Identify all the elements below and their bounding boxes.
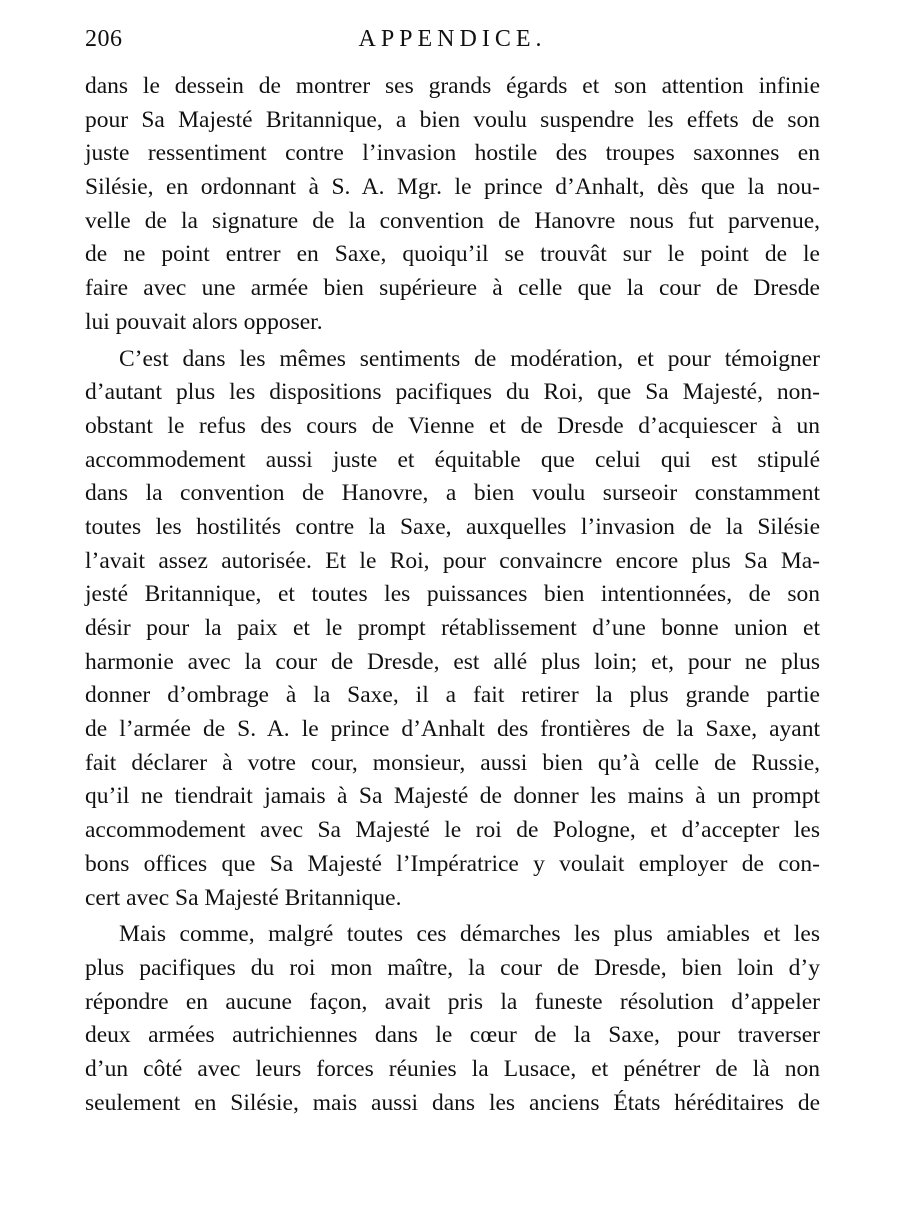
text-line: Silésie, en ordonnant à S. A. Mgr. le prince d’Anhalt, dès que la nou- xyxy=(85,174,820,201)
page-header xyxy=(85,22,820,58)
page-number: 206 xyxy=(85,26,123,52)
text-line: de ne point entrer en Saxe, quoiqu’il se trouvât sur le point de le xyxy=(85,241,820,268)
running-head: APPENDICE. xyxy=(358,26,547,52)
text-line: deux armées autrichiennes dans le cœur de la Saxe, pour traverser xyxy=(85,1022,820,1049)
text-line: harmonie avec la cour de Dresde, est allé plus loin; et, pour ne plus xyxy=(85,648,820,675)
text-line: donner d’ombrage à la Saxe, il a fait retirer la plus grande partie xyxy=(85,682,820,709)
text-line: répondre en aucune façon, avait pris la funeste résolution d’appeler xyxy=(85,988,820,1015)
text-line: Mais comme, malgré toutes ces démarches les plus amiables et les xyxy=(119,921,820,948)
text-line: fait déclarer à votre cour, monsieur, aussi bien qu’à celle de Russie, xyxy=(85,749,820,776)
paragraph xyxy=(85,70,820,340)
text-line: de l’armée de S. A. le prince d’Anhalt des frontières de la Saxe, ayant xyxy=(85,716,820,743)
text-line: d’autant plus les dispositions pacifiques du Roi, que Sa Majesté, non- xyxy=(85,379,820,406)
body-text xyxy=(85,70,820,1120)
text-line: d’un côté avec leurs forces réunies la Lusace, et pénétrer de là non xyxy=(85,1055,820,1082)
text-line: juste ressentiment contre l’invasion hostile des troupes saxonnes en xyxy=(85,140,820,167)
text-line: faire avec une armée bien supérieure à celle que la cour de Dresde xyxy=(85,275,820,302)
text-line: plus pacifiques du roi mon maître, la cour de Dresde, bien loin d’y xyxy=(85,954,820,981)
text-line: qu’il ne tiendrait jamais à Sa Majesté de donner les mains à un prompt xyxy=(85,783,820,810)
paragraph xyxy=(85,918,820,1120)
text-line: C’est dans les mêmes sentiments de modération, et pour témoigner xyxy=(119,345,820,372)
text-line: velle de la signature de la convention de Hanovre nous fut parvenue, xyxy=(85,207,820,234)
text-line: désir pour la paix et le prompt rétablissement d’une bonne union et xyxy=(85,615,820,641)
text-line: pour Sa Majesté Britannique, a bien voulu suspendre les effets de son xyxy=(85,106,820,133)
text-line: dans la convention de Hanovre, a bien voulu surseoir constamment xyxy=(85,480,820,507)
text-line: accommodement avec Sa Majesté le roi de Pologne, et d’accepter les xyxy=(85,817,820,844)
text-line: l’avait assez autorisée. Et le Roi, pour convaincre encore plus Sa Ma- xyxy=(85,547,820,574)
text-line: dans le dessein de montrer ses grands égards et son attention infinie xyxy=(85,73,820,99)
paragraph xyxy=(85,343,820,916)
text-line: toutes les hostilités contre la Saxe, auxquelles l’invasion de la Silésie xyxy=(85,513,820,540)
text-line: lui pouvait alors opposer. xyxy=(85,308,323,335)
text-line: obstant le refus des cours de Vienne et de Dresde d’acquiescer à un xyxy=(85,412,820,439)
text-line: jesté Britannique, et toutes les puissances bien intentionnées, de son xyxy=(85,581,820,608)
text-line: cert avec Sa Majesté Britannique. xyxy=(85,884,402,911)
text-line: seulement en Silésie, mais aussi dans les anciens États héréditaires de xyxy=(85,1089,820,1116)
text-line: accommodement aussi juste et équitable que celui qui est stipulé xyxy=(85,446,820,473)
text-line: bons offices que Sa Majesté l’Impératrice y voulait employer de con- xyxy=(85,850,820,877)
